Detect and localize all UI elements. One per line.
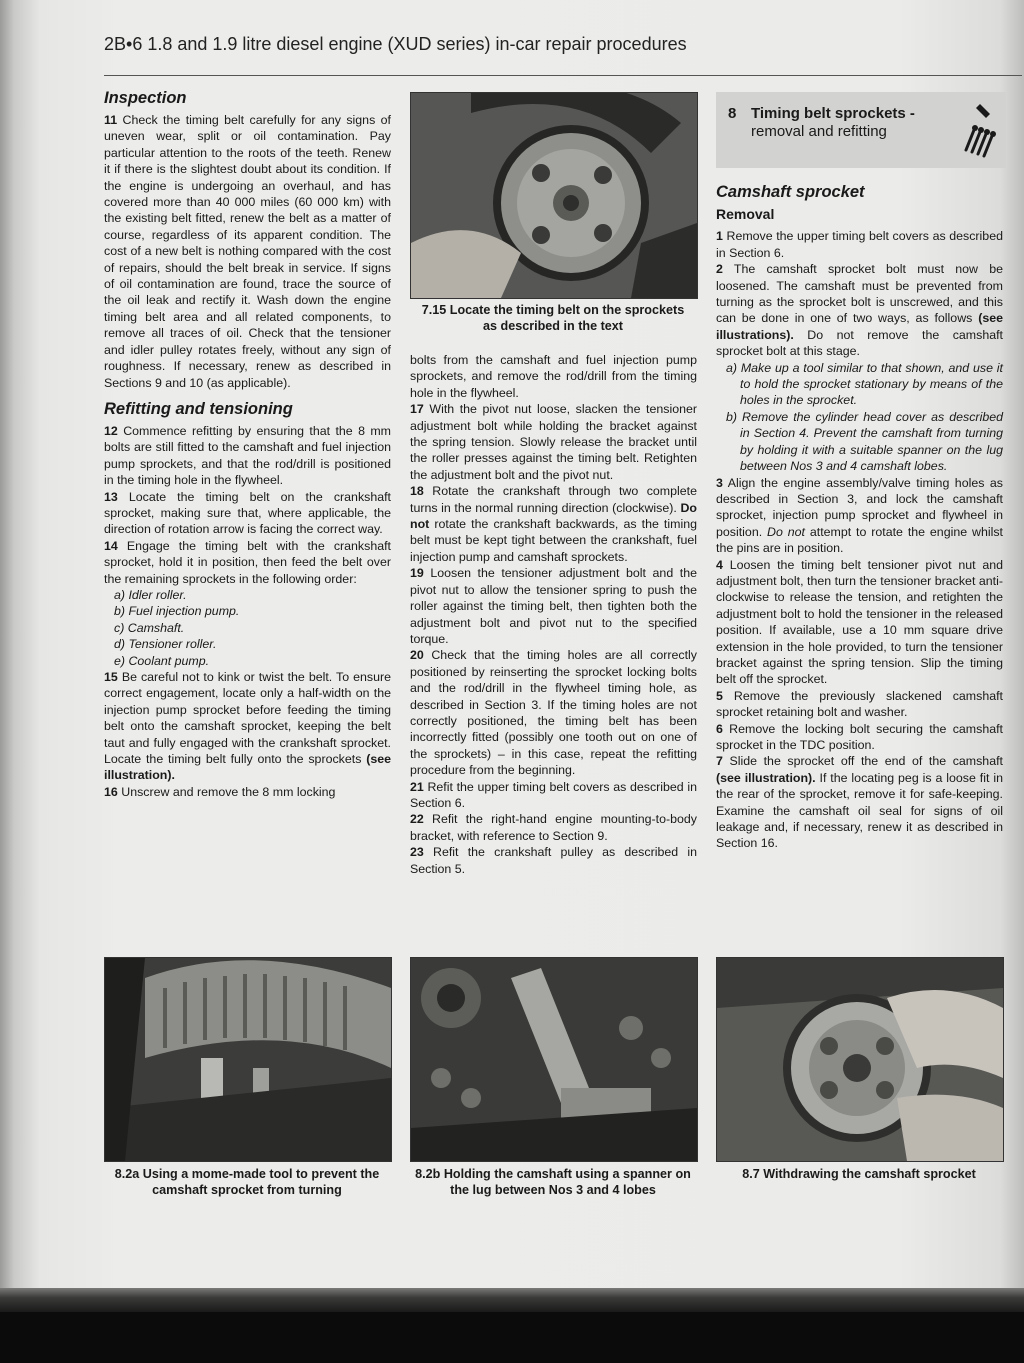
paragraph-11: 11 Check the timing belt carefully for any signs of uneven wear, split or oil contamination. Pay particular attention to the roots of the teeth. Renew it if there is the slightest doubt about its condition. If the engine is undergoing an overhaul, and has covered more than 40 000 miles (60 000 km) with the existing belt fitted, renew the belt as a matter of course, regardless of its apparent condition. The cost of a new belt is nothing compared with the cost of repairs, should the belt break in service. If signs of oil contamination are found, trace the source of the oil leak and rectify it. Wash down the engine timing belt area and all related components, to remove all traces of oil. Check that the tensioner and idler pulley rotates freely, without any sign of roughness. If necessary, renew as described in Sections 9 and 10 (as applicable). — [104, 113, 392, 390]
header-rule — [104, 75, 1022, 76]
caption-8-7: 8.7 Withdrawing the camshaft sprocket — [742, 1167, 976, 1181]
photo-8-2b — [410, 957, 698, 1162]
list-item: a) Make up a tool similar to that shown, and use it to hold the sprocket stationary by means of the holes in the sprocket. — [726, 360, 1003, 408]
caption-7-15: 7.15 Locate the timing belt on the sprockets as described in the text — [421, 303, 685, 333]
removal-heading: Removal — [716, 206, 775, 222]
paragraph-13: 13 Locate the timing belt on the crankshaft sprocket, making sure that, where applicable, the direction of rotation arrow is facing the correct way. — [104, 489, 392, 537]
photo-8-2a — [104, 957, 392, 1162]
section-title-line-2: removal and refitting — [751, 123, 887, 140]
section-title-line-1: Timing belt sprockets - — [751, 105, 915, 122]
paragraph-1: 1 Remove the upper timing belt covers as described in Section 6. — [716, 229, 1003, 260]
spanner-on-camshaft-illustration — [411, 958, 697, 1161]
paragraph-16: 16 Unscrew and remove the 8 mm locking — [104, 784, 336, 799]
paragraph-6: 6 Remove the locking bolt securing the camshaft sprocket in the TDC position. — [716, 721, 1003, 752]
paragraph-4: 4 Loosen the timing belt tensioner pivot nut and adjustment bolt, then turn the tensioner bracket anti-clockwise to release the tension, and retighten the adjustment bolt to hold the tensioner in the released position. If available, use a 10 mm square drive extension in the hole provided, to turn the tensioner bracket against the spring tension. Slip the timing belt off the sprocket. — [716, 557, 1004, 687]
section-title — [751, 105, 951, 141]
column-3 — [716, 182, 1003, 852]
paragraph-5: 5 Remove the previously slackened camshaft sprocket retaining bolt and washer. — [716, 688, 1003, 720]
paragraph-17: 17 With the pivot nut loose, slacken the tensioner adjustment bolt while holding the bracket against the spring tension. Slowly release the bracket until the roller presses against the timing belt. Retighten the adjustment bolt and the pivot nut. — [410, 402, 697, 482]
paragraph-22: 22 Refit the right-hand engine mounting-to-body bracket, with reference to Section 9. — [410, 812, 697, 843]
column-2 — [410, 352, 697, 877]
scan-edge — [0, 1288, 1024, 1312]
caption-8-2b: 8.2b Holding the camshaft using a spanner on the lug between Nos 3 and 4 lobes — [415, 1167, 691, 1197]
paragraph-23: 23 Refit the crankshaft pulley as described in Section 5. — [410, 845, 697, 876]
paragraph-7: 7 Slide the sprocket off the end of the camshaft (see illustration). If the locating peg is a loose fit in the rear of the sprocket, remove it for safe-keeping. Examine the camshaft oil seal for signs of oil leakage and, if necessary, renew it as described in Section 16. — [716, 754, 1003, 851]
section-heading-box — [716, 92, 1006, 168]
paragraph-21: 21 Refit the upper timing belt covers as described in Section 6. — [410, 779, 697, 810]
paragraph-2: 2 The camshaft sprocket bolt must now be loosened. The camshaft must be prevented from turning as the sprocket bolt is unscrewed, and this can be done in one of two ways, as follows (see illustrations). Do not remove the camshaft sprocket bolt at this stage. — [716, 262, 1004, 359]
inspection-heading: Inspection — [104, 89, 187, 107]
home-made-tool-illustration — [105, 958, 391, 1161]
list-item: d) Tensioner roller. — [114, 637, 217, 652]
paragraph-12: 12 Commence refitting by ensuring that the 8 mm bolts are still fitted to the camshaft and fuel injection pump sprockets, and that the rod/drill is positioned in the timing hole in the flywheel. — [104, 423, 391, 488]
column-1 — [104, 88, 391, 800]
scan-background — [0, 1312, 1024, 1363]
paragraph-19: 19 Loosen the tensioner adjustment bolt and the pivot nut to allow the tensioner spring to push the roller against the timing belt, then tighten both the adjustment bolt and pivot nut to the specified torque. — [410, 566, 697, 646]
timing-belt-sprocket-illustration — [411, 93, 697, 298]
caption-8-2a: 8.2a Using a mome-made tool to prevent the camshaft sprocket from turning — [114, 1167, 380, 1197]
refitting-heading: Refitting and tensioning — [104, 399, 293, 418]
photo-8-7 — [716, 957, 1004, 1162]
paragraph-16-continued: bolts from the camshaft and fuel injection pump sprockets, and remove the rod/drill from the timing hole in the flywheel. — [410, 353, 697, 400]
camshaft-sprocket-heading: Camshaft sprocket — [716, 183, 865, 201]
paragraph-18: 18 Rotate the crankshaft through two complete turns in the normal running direction (clockwise). Do not rotate the crankshaft backwards, as the timing belt must be kept tight between the crankshaft, fuel injection pump and camshaft sprockets. — [410, 484, 697, 564]
paragraph-20: 20 Check that the timing holes are all correctly positioned by reinserting the sprocket locking bolts and the rod/drill in the flywheel timing hole, as described in Section 3. If the timing holes are not correctly positioned, the timing belt has been incorrectly fitted (possibly one tooth out on one of the sprockets) – in this case, repeat the refitting procedure from the beginning. — [410, 648, 698, 778]
camshaft-hold-list — [726, 360, 1003, 475]
list-item: c) Camshaft. — [114, 620, 185, 635]
list-item: b) Remove the cylinder head cover as described in Section 4. Prevent the camshaft from turning by holding it with a suitable spanner on the lug between Nos 3 and 4 camshaft lobes. — [726, 409, 1003, 474]
paragraph-15: 15 Be careful not to kink or twist the belt. To ensure correct engagement, locate only a half-width on the injection pump sprocket before feeding the timing belt onto the camshaft sprocket, keeping the belt taut and fully engaged with the crankshaft sprocket. Locate the timing belt fully onto the sprockets (see illustration). — [104, 670, 391, 783]
list-item: a) Idler roller. — [114, 587, 187, 602]
photo-7-15 — [410, 92, 698, 299]
paragraph-14: 14 Engage the timing belt with the crankshaft sprocket, hold it in position, then feed the belt over the remaining sprockets in the following order: — [104, 538, 391, 586]
list-item: e) Coolant pump. — [114, 653, 210, 668]
spanner-rating-icon — [960, 100, 996, 160]
section-number: 8 — [728, 105, 737, 122]
list-item: b) Fuel injection pump. — [114, 604, 240, 619]
belt-order-list — [114, 587, 391, 669]
paragraph-3: 3 Align the engine assembly/valve timing holes as described in Section 3, and lock the camshaft sprocket, injection pump sprocket and flywheel in position. Do not attempt to rotate the engine whilst the pins are in position. — [716, 475, 1003, 556]
running-head: 2B•6 1.8 and 1.9 litre diesel engine (XUD series) in-car repair procedures — [104, 34, 687, 54]
sprocket-withdrawal-illustration — [717, 958, 1003, 1161]
